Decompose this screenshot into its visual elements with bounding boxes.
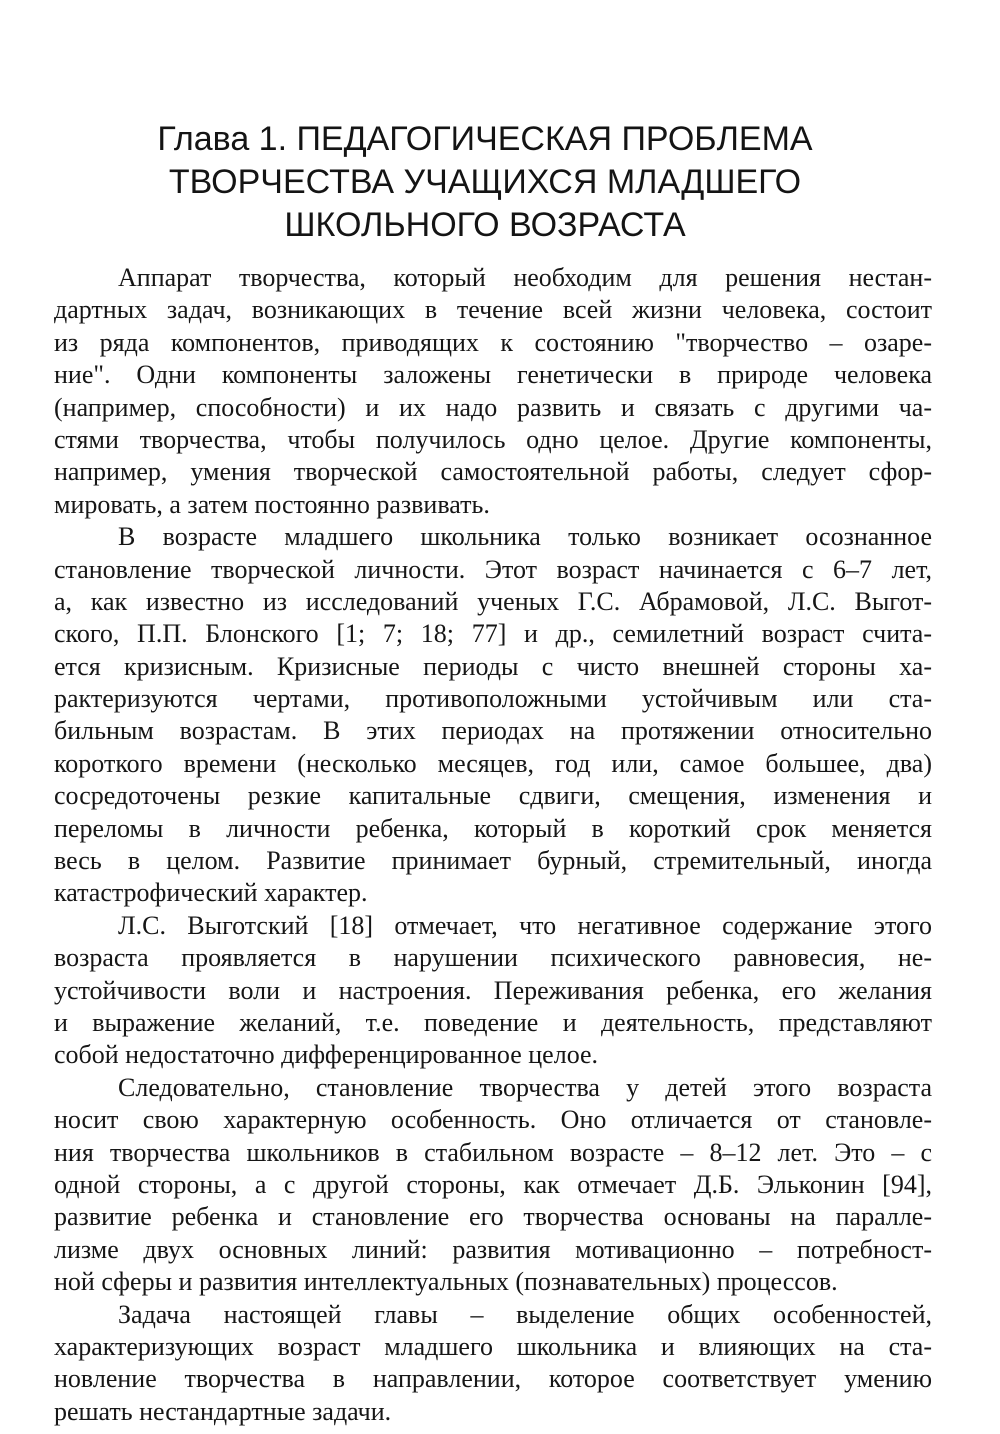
- text-line: устойчивости воли и настроения. Переживания ребенка, его желания: [54, 975, 932, 1005]
- text-line: ние". Одни компоненты заложены генетически в природе человека: [54, 360, 932, 390]
- text-line: короткого времени (несколько месяцев, год или, самое большее, два): [54, 748, 932, 778]
- chapter-title-line: Глава 1. ПЕДАГОГИЧЕСКАЯ ПРОБЛЕМА: [157, 120, 813, 158]
- text-line: становление творческой личности. Этот возраст начинается с 6–7 лет,: [54, 554, 932, 584]
- text-line: бильным возрастам. В этих периодах на протяжении относительно: [54, 716, 932, 746]
- text-line: развитие ребенка и становление его творчества основаны на паралле-: [54, 1202, 932, 1232]
- text-line: дартных задач, возникающих в течение всей жизни человека, состоит: [54, 295, 932, 325]
- text-line: и выражение желаний, т.е. поведение и деятельность, представляют: [54, 1007, 932, 1037]
- text-line: решать нестандартные задачи.: [54, 1396, 392, 1426]
- text-line: (например, способности) и их надо развить и связать с другими ча-: [54, 392, 932, 422]
- text-line: ского, П.П. Блонского [1; 7; 18; 77] и др., семилетний возраст счита-: [54, 619, 932, 649]
- text-line: ния творчества школьников в стабильном возрасте – 8–12 лет. Это – с: [54, 1137, 932, 1167]
- text-line: весь в целом. Развитие принимает бурный, стремительный, иногда: [54, 846, 932, 876]
- chapter-body: [54, 262, 932, 1428]
- text-line: из ряда компонентов, приводящих к состоянию "творчество – озаре-: [54, 327, 932, 357]
- text-line: переломы в личности ребенка, который в короткий срок меняется: [54, 813, 932, 843]
- text-line: Л.С. Выготский [18] отмечает, что негативное содержание этого: [118, 910, 932, 940]
- text-line: собой недостаточно дифференцированное целое.: [54, 1040, 599, 1070]
- text-line: катастрофический характер.: [54, 878, 368, 908]
- text-line: ной сферы и развития интеллектуальных (познавательных) процессов.: [54, 1267, 838, 1297]
- text-line: Следовательно, становление творчества у детей этого возраста: [118, 1072, 932, 1102]
- text-line: а, как известно из исследований ученых Г.С. Абрамовой, Л.С. Выгот-: [54, 586, 932, 616]
- paragraph: [54, 1072, 932, 1299]
- text-line: характеризующих возраст младшего школьника и влияющих на ста-: [54, 1331, 932, 1361]
- text-line: рактеризуются чертами, противоположными устойчивым или ста-: [54, 684, 932, 714]
- text-line: например, умения творческой самостоятельной работы, следует сфор-: [54, 457, 932, 487]
- text-line: стями творчества, чтобы получилось одно целое. Другие компоненты,: [54, 424, 932, 454]
- chapter-title: [100, 118, 870, 247]
- chapter-title-line: ШКОЛЬНОГО ВОЗРАСТА: [284, 206, 686, 244]
- text-line: одной стороны, а с другой стороны, как отмечает Д.Б. Эльконин [94],: [54, 1169, 932, 1199]
- text-line: мировать, а затем постоянно развивать.: [54, 489, 490, 519]
- text-line: возраста проявляется в нарушении психического равновесия, не-: [54, 943, 932, 973]
- text-line: сосредоточены резкие капитальные сдвиги, смещения, изменения и: [54, 781, 932, 811]
- text-line: носит свою характерную особенность. Оно отличается от становле-: [54, 1105, 932, 1135]
- text-line: В возрасте младшего школьника только возникает осознанное: [118, 522, 932, 552]
- paragraph: [54, 262, 932, 521]
- chapter-title-line: ТВОРЧЕСТВА УЧАЩИХСЯ МЛАДШЕГО: [168, 163, 802, 201]
- paragraph: [54, 910, 932, 1072]
- text-line: новление творчества в направлении, которое соответствует умению: [54, 1364, 932, 1394]
- text-line: Аппарат творчества, который необходим для решения нестан-: [118, 263, 932, 292]
- paragraph: [54, 1299, 932, 1429]
- text-line: ется кризисным. Кризисные периоды с чисто внешней стороны ха-: [54, 651, 932, 681]
- text-line: Задача настоящей главы – выделение общих особенностей,: [118, 1299, 932, 1329]
- text-line: лизме двух основных линий: развития мотивационно – потребност-: [54, 1234, 932, 1264]
- paragraph: [54, 521, 932, 910]
